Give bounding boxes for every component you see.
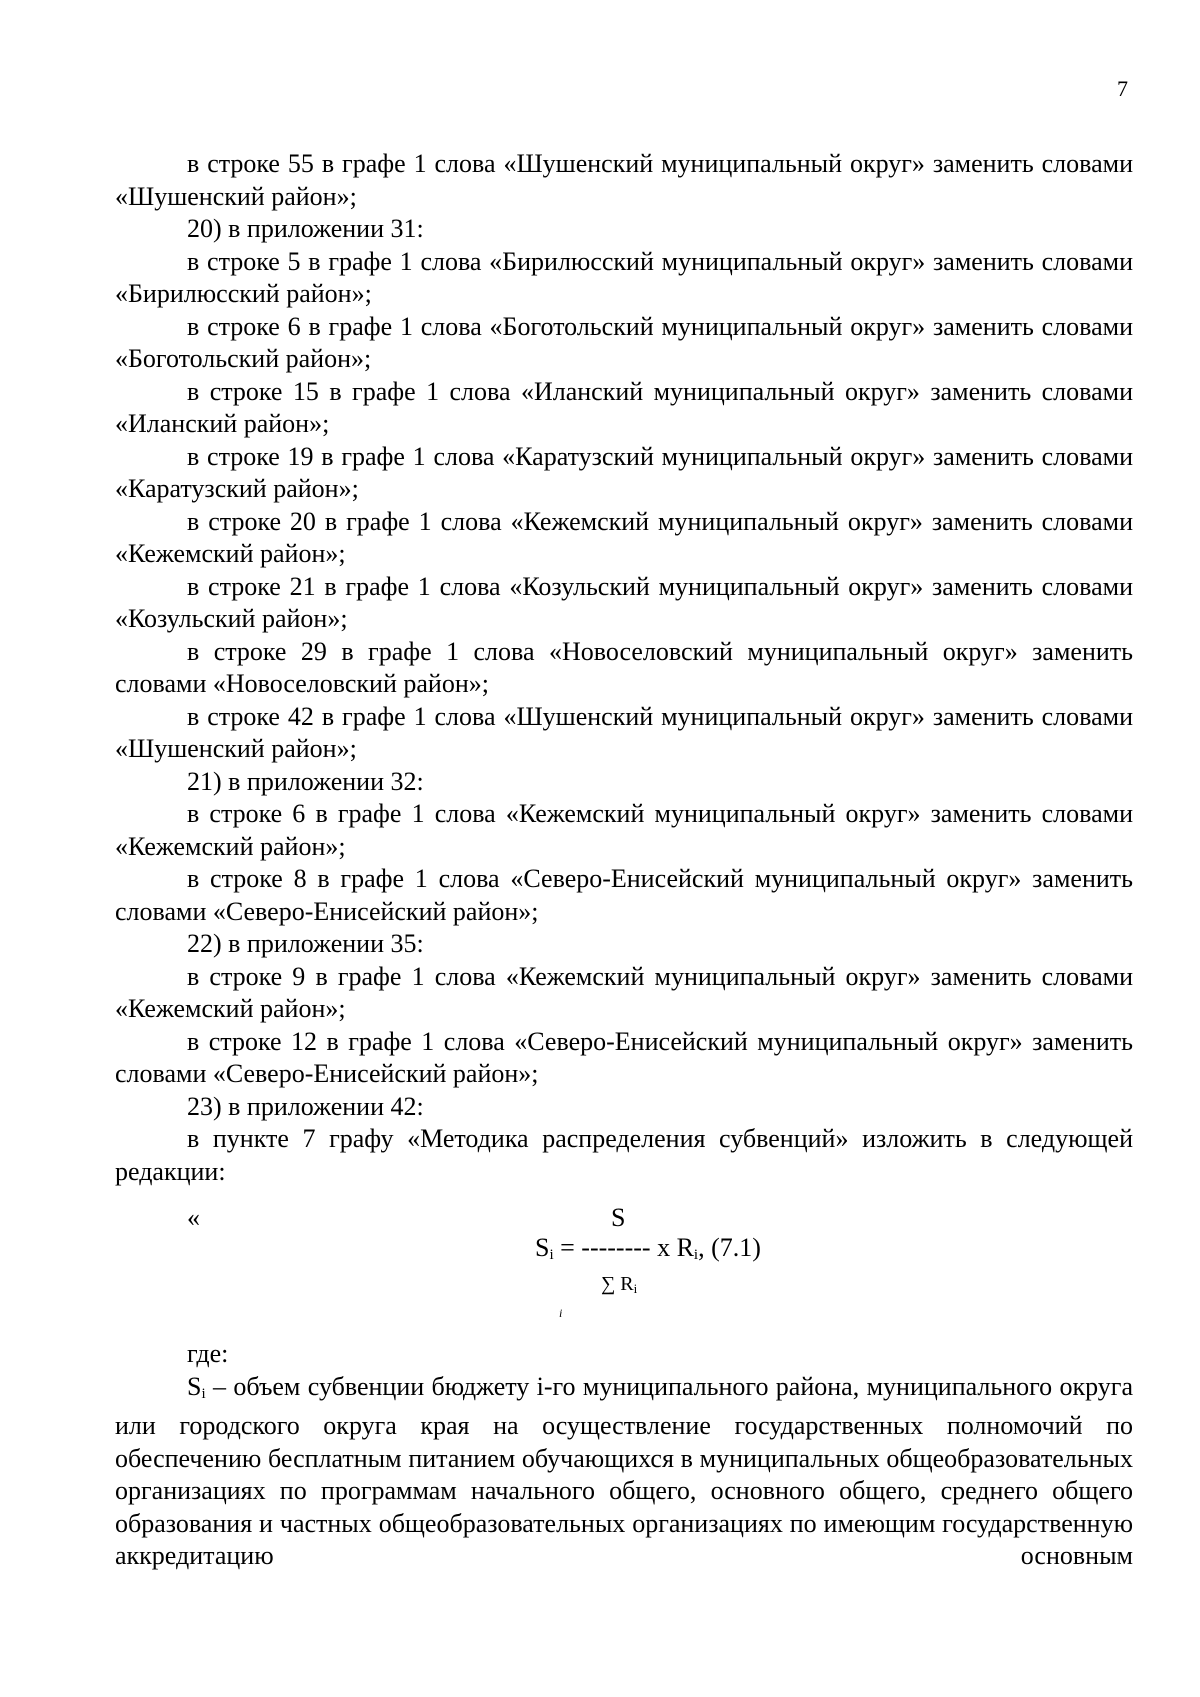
paragraph: в строке 6 в графе 1 слова «Боготольский муниципальный округ» заменить словами «Боготольский район»; [115,311,1133,373]
paragraph: в строке 21 в графе 1 слова «Козульский муниципальный округ» заменить словами «Козульский район»; [115,571,1133,633]
formula-open-quote: « [187,1203,200,1232]
paragraph: 23) в приложении 42: [187,1091,424,1121]
where-label: где: [187,1339,229,1368]
paragraph: в строке 9 в графе 1 слова «Кежемский муниципальный округ» заменить словами «Кежемский район»; [115,961,1133,1023]
formula-numerator: S [611,1203,626,1232]
formula-lhs-subscript: i [549,1247,554,1263]
formula-block [115,1188,1133,1338]
paragraph: в строке 42 в графе 1 слова «Шушенский муниципальный округ» заменить словами «Шушенский район»; [115,701,1133,763]
formula-lhs: S [535,1233,550,1262]
definition-symbol-subscript: i [201,1385,206,1402]
paragraph: в строке 6 в графе 1 слова «Кежемский муниципальный округ» заменить словами «Кежемский район»; [115,799,1133,861]
paragraph: в строке 20 в графе 1 слова «Кежемский муниципальный округ» заменить словами «Кежемский район»; [115,506,1133,568]
formula-denominator-subscript: i [633,1281,638,1296]
paragraph: в строке 19 в графе 1 слова «Каратузский муниципальный округ» заменить словами «Каратузский район»; [115,441,1133,503]
paragraph: в пункте 7 графу «Методика распределения субвенций» изложить в следующей редакции: [115,1124,1133,1186]
paragraph: в строке 15 в графе 1 слова «Иланский муниципальный округ» заменить словами «Иланский район»; [115,376,1133,438]
formula-sum: ∑ R [601,1273,634,1295]
definition-symbol: S [187,1371,202,1401]
paragraph: 22) в приложении 35: [187,929,424,958]
page-number: 7 [1117,76,1128,101]
formula-sum-index: i [559,1306,563,1320]
formula-equation-number: , (7.1) [698,1233,761,1262]
formula-denominator [601,1272,637,1301]
definition-paragraph [115,1371,1133,1573]
formula-rhs-subscript: i [693,1247,699,1263]
formula-fraction-bar: = -------- x R [553,1233,694,1262]
paragraph: в строке 12 в графе 1 слова «Северо-Енисейский муниципальный округ» заменить словами «Северо-Енисейский район»; [115,1026,1133,1088]
definition-text: – объем субвенции бюджету i-го муниципального района, муниципального округа или городского округа края на осуществление государственных полномочий по обеспечению бесплатным питанием обучающихся в муниципальных общеобразовательных организациях по программам начального общего, основного общего, среднего общего образования и частных общеобразовательных организациях по имеющим государственную аккредитацию основным [115,1371,1133,1570]
document-body [115,148,1133,1573]
paragraph: в строке 8 в графе 1 слова «Северо-Енисейский муниципальный округ» заменить словами «Северо-Енисейский район»; [115,864,1133,926]
paragraph: в строке 5 в графе 1 слова «Бирилюсский муниципальный округ» заменить словами «Бирилюсский район»; [115,246,1133,308]
paragraph: 20) в приложении 31: [187,214,424,243]
formula-main-line [535,1232,761,1272]
paragraph: 21) в приложении 32: [187,766,424,796]
paragraph: в строке 55 в графе 1 слова «Шушенский муниципальный округ» заменить словами «Шушенский район»; [115,149,1133,211]
paragraph: в строке 29 в графе 1 слова «Новоселовский муниципальный округ» заменить словами «Новоселовский район»; [115,636,1133,698]
